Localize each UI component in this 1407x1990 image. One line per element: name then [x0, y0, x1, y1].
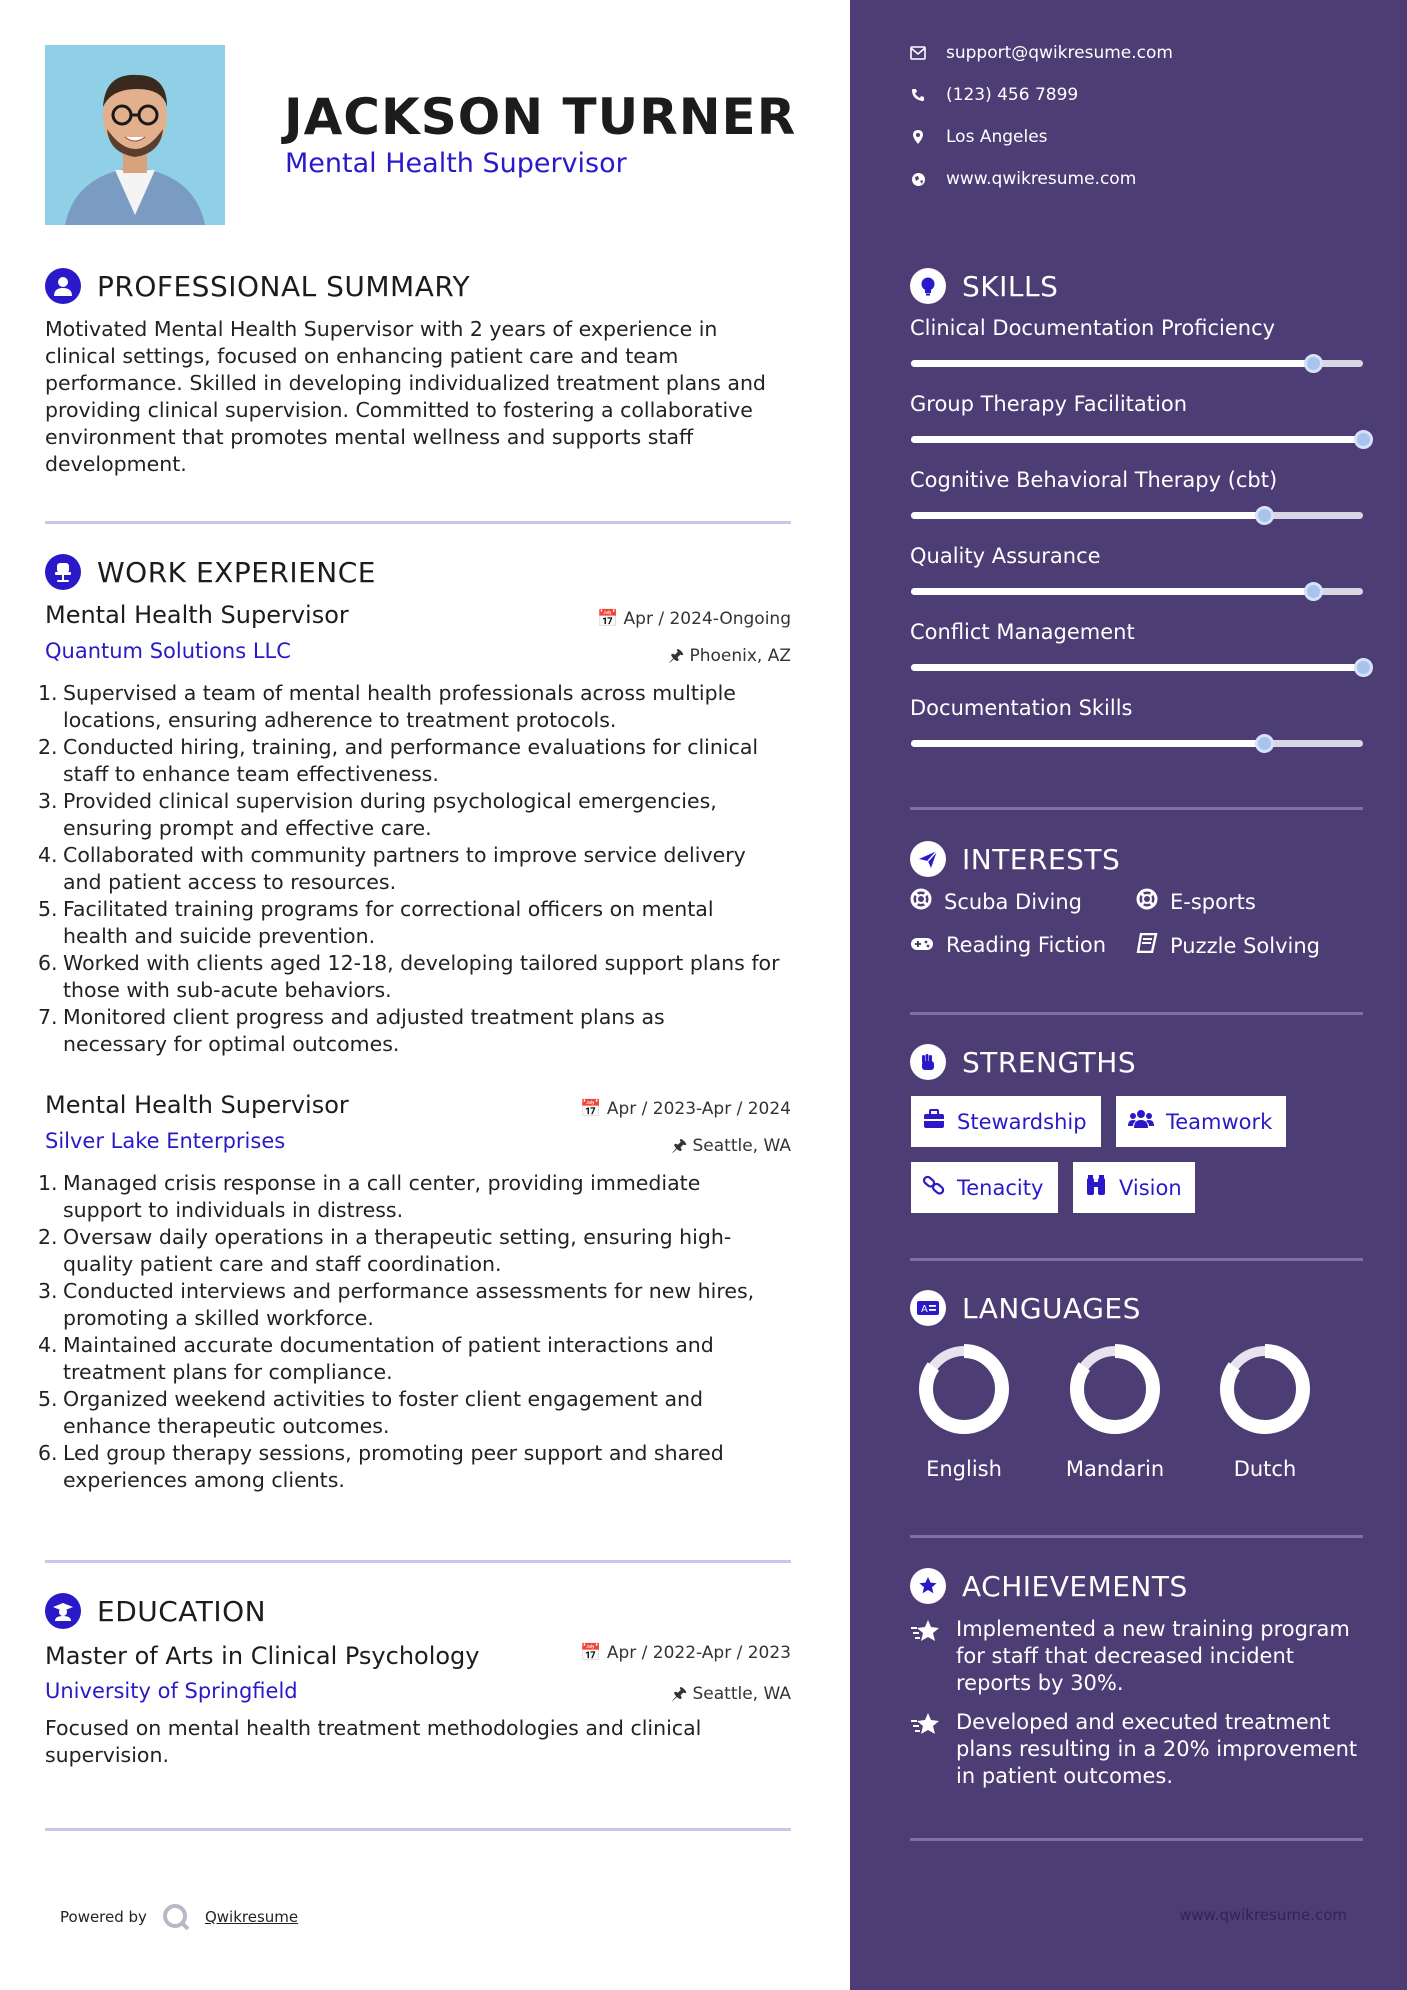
strength-label: Teamwork: [1166, 1109, 1273, 1134]
powered-by: [60, 1902, 298, 1932]
summary-line: development.: [45, 452, 187, 476]
contact-phone-text: (123) 456 7899: [946, 85, 1079, 105]
list-item: 7. Monitored client progress and adjusted treatment plans as necessary for optimal outcomes.: [38, 1005, 665, 1056]
achievement-line: reports by 30%.: [956, 1671, 1124, 1695]
users-icon: [1128, 1109, 1154, 1134]
star-badge-icon: [910, 1568, 946, 1604]
strengths-title: STRENGTHS: [962, 1045, 1137, 1079]
experience-title: WORK EXPERIENCE: [97, 555, 376, 589]
languages-title: LANGUAGES: [962, 1291, 1141, 1325]
sidebar-divider: [910, 807, 1363, 810]
strength-badge: [1116, 1096, 1286, 1147]
pin-icon: 🖈: [671, 1136, 688, 1156]
achievement-item: [910, 1709, 1370, 1790]
interest-item: [1136, 888, 1256, 915]
list-item: 6. Worked with clients aged 12-18, developing tailored support plans for those with sub-acute behaviors.: [38, 951, 780, 1002]
interest-label: E-sports: [1170, 889, 1256, 914]
skill-label: Quality Assurance: [910, 544, 1101, 568]
interest-label: Scuba Diving: [944, 889, 1082, 914]
globe-icon: [910, 171, 926, 187]
interests-heading: [910, 841, 1120, 877]
job-duties: [38, 680, 793, 1058]
contact-email-text: support@qwikresume.com: [946, 43, 1173, 63]
achievement-line: Implemented a new training program: [956, 1617, 1350, 1641]
strength-label: Tenacity: [957, 1175, 1044, 1200]
map-marker-icon: [910, 129, 926, 145]
list-item: 1. Supervised a team of mental health professionals across multiple locations, ensuring adherence to treatment protocols.: [38, 681, 736, 732]
user-icon: [45, 268, 81, 304]
language-ring: [1215, 1339, 1315, 1443]
skill-bar-fill: [911, 512, 1264, 519]
achievements-heading: [910, 1568, 1188, 1604]
link-icon: [923, 1174, 945, 1201]
interest-item: [910, 933, 1106, 957]
list-item: 1. Managed crisis response in a call center, providing immediate support to individuals in distress.: [38, 1171, 701, 1222]
skill-label: Clinical Documentation Proficiency: [910, 316, 1276, 340]
skill-bar-knob: [1354, 430, 1373, 449]
lightbulb-icon: [910, 268, 946, 304]
education-heading: [45, 1593, 266, 1629]
education-text: [45, 1715, 795, 1769]
strength-label: Stewardship: [957, 1109, 1087, 1134]
skill-bar: [911, 512, 1363, 519]
list-item: 3. Conducted interviews and performance assessments for new hires, promoting a skilled workforce.: [38, 1279, 755, 1330]
summary-title: PROFESSIONAL SUMMARY: [97, 269, 471, 303]
calendar-icon: 📅: [580, 1643, 602, 1663]
list-item: 4. Collaborated with community partners to improve service delivery and patient access to resources.: [38, 843, 746, 894]
job-company: Quantum Solutions LLC: [45, 639, 291, 663]
contact-location: [910, 127, 1048, 147]
qwikresume-logo-icon: [161, 1902, 191, 1932]
language-label: Dutch: [1233, 1457, 1297, 1481]
sidebar-divider: [910, 1535, 1363, 1538]
strength-badge: [1073, 1162, 1195, 1213]
job-location: [0, 1133, 791, 1162]
contact-website-text: www.qwikresume.com: [946, 169, 1137, 189]
school-name: University of Springfield: [45, 1679, 298, 1703]
achievement-line: Developed and executed treatment: [956, 1710, 1331, 1734]
strengths-heading: [910, 1044, 1136, 1080]
education-line: Focused on mental health treatment methodologies and clinical: [45, 1716, 702, 1740]
list-item: 5. Organized weekend activities to foster client engagement and enhance therapeutic outcomes.: [38, 1387, 704, 1438]
language-label: English: [926, 1457, 1002, 1481]
achievement-line: in patient outcomes.: [956, 1764, 1174, 1788]
skills-heading: [910, 268, 1058, 304]
skill-bar-fill: [911, 740, 1264, 747]
briefcase-icon: [923, 1109, 945, 1134]
education-dates-text: Apr / 2022-Apr / 2023: [606, 1643, 791, 1663]
list-item: 2. Oversaw daily operations in a therapeutic setting, ensuring high- quality patient care and staff coordination.: [38, 1225, 732, 1276]
fist-icon: [910, 1044, 946, 1080]
interest-item: [1136, 933, 1320, 958]
education-location-text: Seattle, WA: [692, 1684, 791, 1704]
skill-label: Cognitive Behavioral Therapy (cbt): [910, 468, 1278, 492]
chair-icon: [45, 554, 81, 590]
interest-label: Reading Fiction: [946, 933, 1107, 957]
achievements-title: ACHIEVEMENTS: [962, 1569, 1188, 1603]
pin-icon: 🖈: [668, 646, 685, 666]
job-dates: [0, 609, 791, 629]
skill-bar-knob: [1354, 658, 1373, 677]
list-item: 5. Facilitated training programs for correctional officers on mental health and suicide prevention.: [38, 897, 714, 948]
education-title: EDUCATION: [97, 1594, 267, 1628]
calendar-icon: 📅: [596, 609, 619, 629]
graduate-icon: [45, 1593, 81, 1629]
job-dates-text: Apr / 2023-Apr / 2024: [606, 1099, 791, 1119]
interests-title: INTERESTS: [962, 842, 1121, 876]
powered-by-label: Powered by: [60, 1908, 147, 1926]
section-divider: [45, 1560, 791, 1563]
achievement-line: plans resulting in a 20% improvement: [956, 1737, 1358, 1761]
strength-badge: [911, 1162, 1058, 1213]
skill-label: Conflict Management: [910, 620, 1135, 644]
skill-bar: [911, 740, 1363, 747]
pin-icon: 🖈: [671, 1684, 688, 1704]
candidate-name: JACKSON TURNER: [284, 88, 797, 146]
job-location-text: Phoenix, AZ: [689, 646, 791, 666]
contact-phone[interactable]: [910, 85, 1078, 105]
interest-item: [910, 888, 1082, 915]
skill-label: Documentation Skills: [910, 696, 1133, 720]
education-location: [0, 1681, 791, 1710]
job-location: [0, 643, 791, 672]
skill-bar-knob: [1255, 506, 1274, 525]
book-icon: [1136, 933, 1158, 958]
language-icon: [910, 1290, 946, 1326]
lifebuoy-icon: [1136, 888, 1158, 915]
star-icon: [910, 1616, 944, 1697]
binoculars-icon: [1085, 1174, 1107, 1201]
sidebar-divider: [910, 1838, 1363, 1841]
job-dates-text: Apr / 2024-Ongoing: [623, 609, 791, 629]
profile-photo: [45, 45, 225, 225]
skill-bar-fill: [911, 588, 1313, 595]
skill-bar: [911, 664, 1363, 671]
summary-line: providing clinical supervision. Committed to fostering a collaborative: [45, 398, 753, 422]
job-title: Mental Health Supervisor: [45, 1091, 349, 1119]
qwikresume-link[interactable]: Qwikresume: [204, 1908, 299, 1926]
job-location-text: Seattle, WA: [692, 1136, 791, 1156]
summary-line: performance. Skilled in developing individualized treatment plans and: [45, 371, 766, 395]
svg-text:A: A: [921, 1304, 928, 1315]
summary-heading: [45, 268, 470, 304]
summary-line: clinical settings, focused on enhancing patient care and team: [45, 344, 679, 368]
contact-location-text: Los Angeles: [946, 127, 1048, 147]
skill-bar: [911, 436, 1363, 443]
education-dates: [0, 1643, 791, 1663]
job-dates: [0, 1099, 791, 1119]
skill-bar-fill: [911, 360, 1313, 367]
interest-label: Puzzle Solving: [1170, 933, 1320, 958]
achievement-item: [910, 1616, 1370, 1697]
skill-bar-fill: [911, 664, 1363, 671]
language-ring: [914, 1339, 1014, 1443]
section-divider: [45, 521, 791, 524]
job-title: Mental Health Supervisor: [45, 601, 349, 629]
section-divider: [45, 1828, 791, 1831]
paper-plane-icon: [910, 841, 946, 877]
achievement-line: for staff that decreased incident: [956, 1644, 1294, 1668]
summary-text: [45, 316, 795, 478]
list-item: 4. Maintained accurate documentation of patient interactions and treatment plans for compliance.: [38, 1333, 714, 1384]
sidebar-divider: [910, 1012, 1363, 1015]
experience-heading: [45, 554, 376, 590]
phone-icon: [910, 87, 926, 103]
list-item: 3. Provided clinical supervision during psychological emergencies, ensuring prompt and effective care.: [38, 789, 717, 840]
skill-bar: [911, 588, 1363, 595]
contact-website[interactable]: [910, 169, 1136, 189]
language-ring: [1065, 1339, 1165, 1443]
summary-line: Motivated Mental Health Supervisor with 2 years of experience in: [45, 317, 718, 341]
gamepad-icon: [910, 933, 934, 957]
languages-heading: [910, 1290, 1141, 1326]
envelope-icon: [910, 45, 926, 61]
list-item: 2. Conducted hiring, training, and performance evaluations for clinical staff to enhance team effectiveness.: [38, 735, 759, 786]
skills-title: SKILLS: [962, 269, 1059, 303]
job-duties: [38, 1170, 793, 1494]
lifebuoy-icon: [910, 888, 932, 915]
job-company: Silver Lake Enterprises: [45, 1129, 286, 1153]
contact-email[interactable]: [910, 43, 1173, 63]
skill-label: Group Therapy Facilitation: [910, 392, 1187, 416]
skill-bar-fill: [911, 436, 1363, 443]
education-line: supervision.: [45, 1743, 169, 1767]
calendar-icon: 📅: [580, 1099, 602, 1119]
list-item: 6. Led group therapy sessions, promoting peer support and shared experiences among clients.: [38, 1441, 724, 1492]
sidebar-divider: [910, 1258, 1363, 1261]
footer-url[interactable]: www.qwikresume.com: [1179, 1906, 1347, 1924]
summary-line: environment that promotes mental wellness and supports staff: [45, 425, 694, 449]
language-label: Mandarin: [1065, 1457, 1165, 1481]
strength-label: Vision: [1119, 1175, 1182, 1200]
skill-bar-knob: [1255, 734, 1274, 753]
star-icon: [910, 1709, 944, 1790]
strength-badge: [911, 1096, 1101, 1147]
skill-bar: [911, 360, 1363, 367]
degree-title: Master of Arts in Clinical Psychology: [45, 1642, 480, 1670]
candidate-title: Mental Health Supervisor: [285, 148, 627, 179]
